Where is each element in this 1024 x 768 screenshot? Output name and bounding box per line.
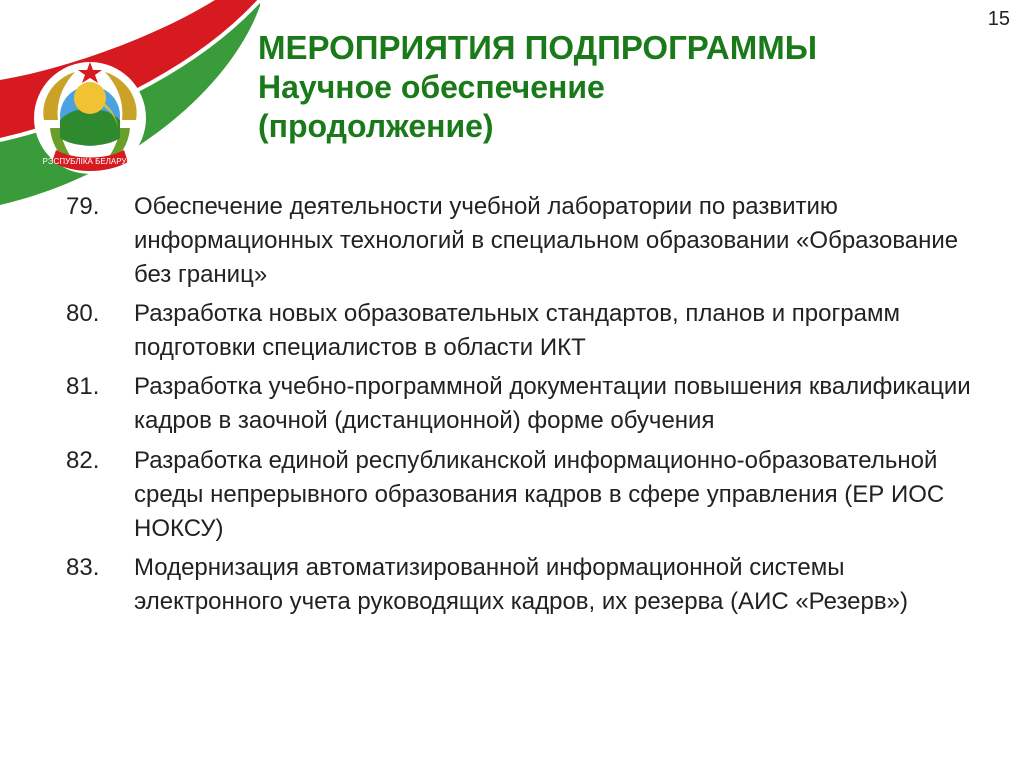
title-subtitle-line-2: (продолжение): [258, 108, 494, 145]
item-number: 83.: [66, 553, 100, 581]
item-text: Разработка новых образовательных стандартов, планов и программ подготовки специалистов в области ИКТ: [134, 300, 900, 362]
item-number: 82.: [66, 446, 100, 474]
belarus-coat-of-arms-icon: [30, 58, 150, 178]
list-item: [66, 551, 996, 619]
item-number: 79.: [66, 193, 100, 220]
slide-title: [258, 28, 998, 146]
list-item: [66, 444, 996, 546]
title-subtitle-line-1: Научное обеспечение: [258, 69, 605, 106]
list-item: [66, 370, 996, 438]
item-text: Разработка единой республиканской информационно-образовательной среды непрерывного образования кадров в сфере управления (ЕР ИОС НОКСУ): [134, 446, 945, 542]
list-item: [66, 190, 996, 292]
item-text: Разработка учебно-программной документации повышения квалификации кадров в заочной (дистанционной) форме обучения: [134, 373, 971, 435]
title-main: МЕРОПРИЯТИЯ ПОДПРОГРАММЫ: [258, 29, 818, 66]
page-number: 15: [987, 8, 1010, 30]
list-item: [66, 297, 996, 365]
measures-list: [66, 190, 996, 624]
item-text: Модернизация автоматизированной информационной системы электронного учета руководящих кадров, их резерва (АИС «Резерв»): [134, 553, 908, 615]
item-number: 80.: [66, 300, 100, 328]
item-text: Обеспечение деятельности учебной лаборатории по развитию информационных технологий в специальном образовании «Образование без границ»: [134, 193, 959, 289]
item-number: 81.: [66, 373, 100, 401]
emblem-ribbon-text: РЭСПУБЛІКА БЕЛАРУСЬ: [42, 157, 138, 166]
